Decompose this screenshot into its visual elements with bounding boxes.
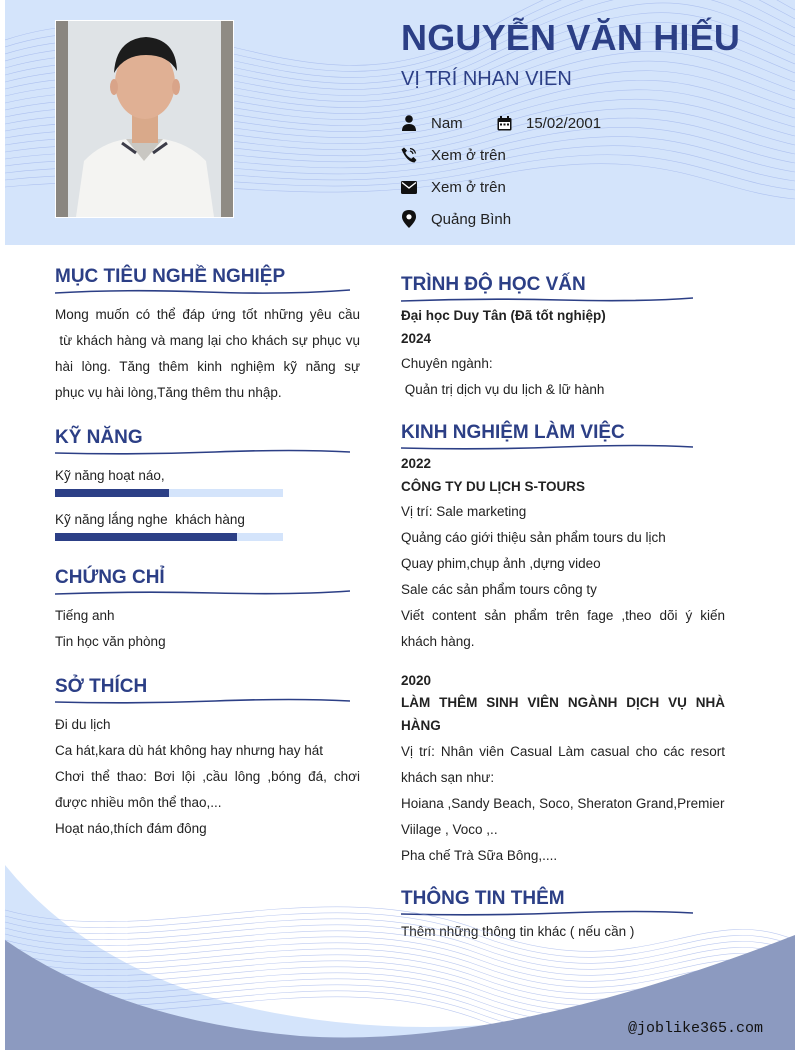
additional-title: THÔNG TIN THÊM (401, 888, 565, 909)
job-company (401, 691, 725, 737)
objective-title: MỤC TIÊU NGHỀ NGHIỆP (55, 266, 286, 287)
objective-line: từ khách hàng và mang lại cho khách sự phục vụ (55, 333, 360, 348)
job-line: Pha chế Trà Sữa Bông,.... (401, 848, 558, 863)
hobbies-underline (55, 698, 350, 704)
calendar-icon (495, 114, 513, 132)
watermark: @joblike365.com (628, 1020, 764, 1037)
job-line: Viilage , Voco ,.. (401, 822, 498, 837)
bottom-wave-decoration (0, 840, 796, 1050)
job-line: Hoiana ,Sandy Beach, Soco, Sheraton Grand,Premier (401, 796, 725, 811)
job-line: Vị trí: Nhân viên Casual Làm casual cho các resort (401, 744, 725, 759)
job-line: khách hàng. (401, 634, 475, 649)
candidate-position: VỊ TRÍ NHAN VIEN (401, 68, 572, 90)
info-row-address (400, 208, 511, 230)
job-company: CÔNG TY DU LỊCH S-TOURS (401, 479, 586, 494)
job-details (401, 499, 725, 655)
skill-bar-fill (55, 489, 169, 497)
experience-title: KINH NGHIỆM LÀM VIỆC (401, 422, 625, 443)
objective-underline (55, 288, 350, 294)
education-title: TRÌNH ĐỘ HỌC VẤN (401, 274, 586, 295)
certificate-item: Tiếng anh (55, 608, 115, 623)
certificate-item: Tin học văn phòng (55, 634, 166, 649)
hobby-line: được nhiều môn thể thao,... (55, 795, 222, 810)
objective-line: phục vụ hài lòng,Tăng thêm thu nhập. (55, 385, 282, 400)
info-row-email (400, 176, 506, 198)
info-row-gender-birthday (400, 112, 601, 134)
job-line: Vị trí: Sale marketing (401, 504, 527, 519)
certificates-title: CHỨNG CHỈ (55, 567, 165, 588)
job-line: Viết content sản phẩm trên fage ,theo dõi ý kiến (401, 608, 725, 623)
hobbies-text (55, 712, 360, 842)
job-year: 2022 (401, 456, 432, 471)
education-underline (401, 296, 693, 302)
birthday-value: 15/02/2001 (526, 114, 602, 132)
objective-text (55, 302, 360, 406)
objective-line: hài lòng. Tăng thêm kinh nghiệm kỹ năng sự (55, 359, 360, 374)
additional-text: Thêm những thông tin khác ( nếu cần ) (401, 924, 635, 939)
certificates-underline (55, 589, 350, 595)
skill-bar (55, 533, 283, 541)
skills-title: KỸ NĂNG (55, 427, 143, 448)
envelope-icon (400, 178, 418, 196)
education-major-label: Chuyên ngành: (401, 356, 493, 371)
hobby-line: Đi du lịch (55, 717, 111, 732)
phone-value: Xem ở trên (431, 146, 506, 164)
skill-bar-fill (55, 533, 237, 541)
profile-photo (55, 20, 234, 218)
job-year: 2020 (401, 673, 432, 688)
skills-underline (55, 449, 350, 455)
skill-label: Kỹ năng lắng nghe khách hàng (55, 512, 245, 527)
education-major: Quản trị dịch vụ du lịch & lữ hành (401, 382, 605, 397)
job-company-line: HÀNG (401, 718, 441, 733)
education-school: Đại học Duy Tân (Đã tốt nghiệp) (401, 308, 606, 323)
hobby-line: Hoạt náo,thích đám đông (55, 821, 207, 836)
skill-bar (55, 489, 283, 497)
address-value: Quảng Bình (431, 210, 512, 228)
hobbies-title: SỞ THÍCH (55, 676, 148, 697)
candidate-name: NGUYỄN VĂN HIẾU (401, 17, 741, 58)
job-line: khách sạn như: (401, 770, 495, 785)
job-company-line: LÀM THÊM SINH VIÊN NGÀNH DỊCH VỤ NHÀ (401, 695, 725, 710)
education-year: 2024 (401, 331, 432, 346)
phone-icon (400, 146, 418, 164)
info-row-phone (400, 144, 506, 166)
experience-underline (401, 444, 693, 450)
email-value: Xem ở trên (431, 178, 506, 196)
objective-line: Mong muốn có thể đáp ứng tốt những yêu cầu (55, 307, 360, 322)
skill-label: Kỹ năng hoạt náo, (55, 468, 165, 483)
map-marker-icon (400, 210, 418, 228)
hobby-line: Chơi thể thao: Bơi lội ,cầu lông ,bóng đá, chơi (55, 769, 360, 784)
job-line: Quay phim,chụp ảnh ,dựng video (401, 556, 601, 571)
job-line: Sale các sản phẩm tours công ty (401, 582, 597, 597)
user-icon (400, 114, 418, 132)
job-line: Quảng cáo giới thiệu sản phẩm tours du lịch (401, 530, 666, 545)
gender-value: Nam (431, 114, 463, 132)
hobby-line: Ca hát,kara dù hát không hay nhưng hay hát (55, 743, 323, 758)
